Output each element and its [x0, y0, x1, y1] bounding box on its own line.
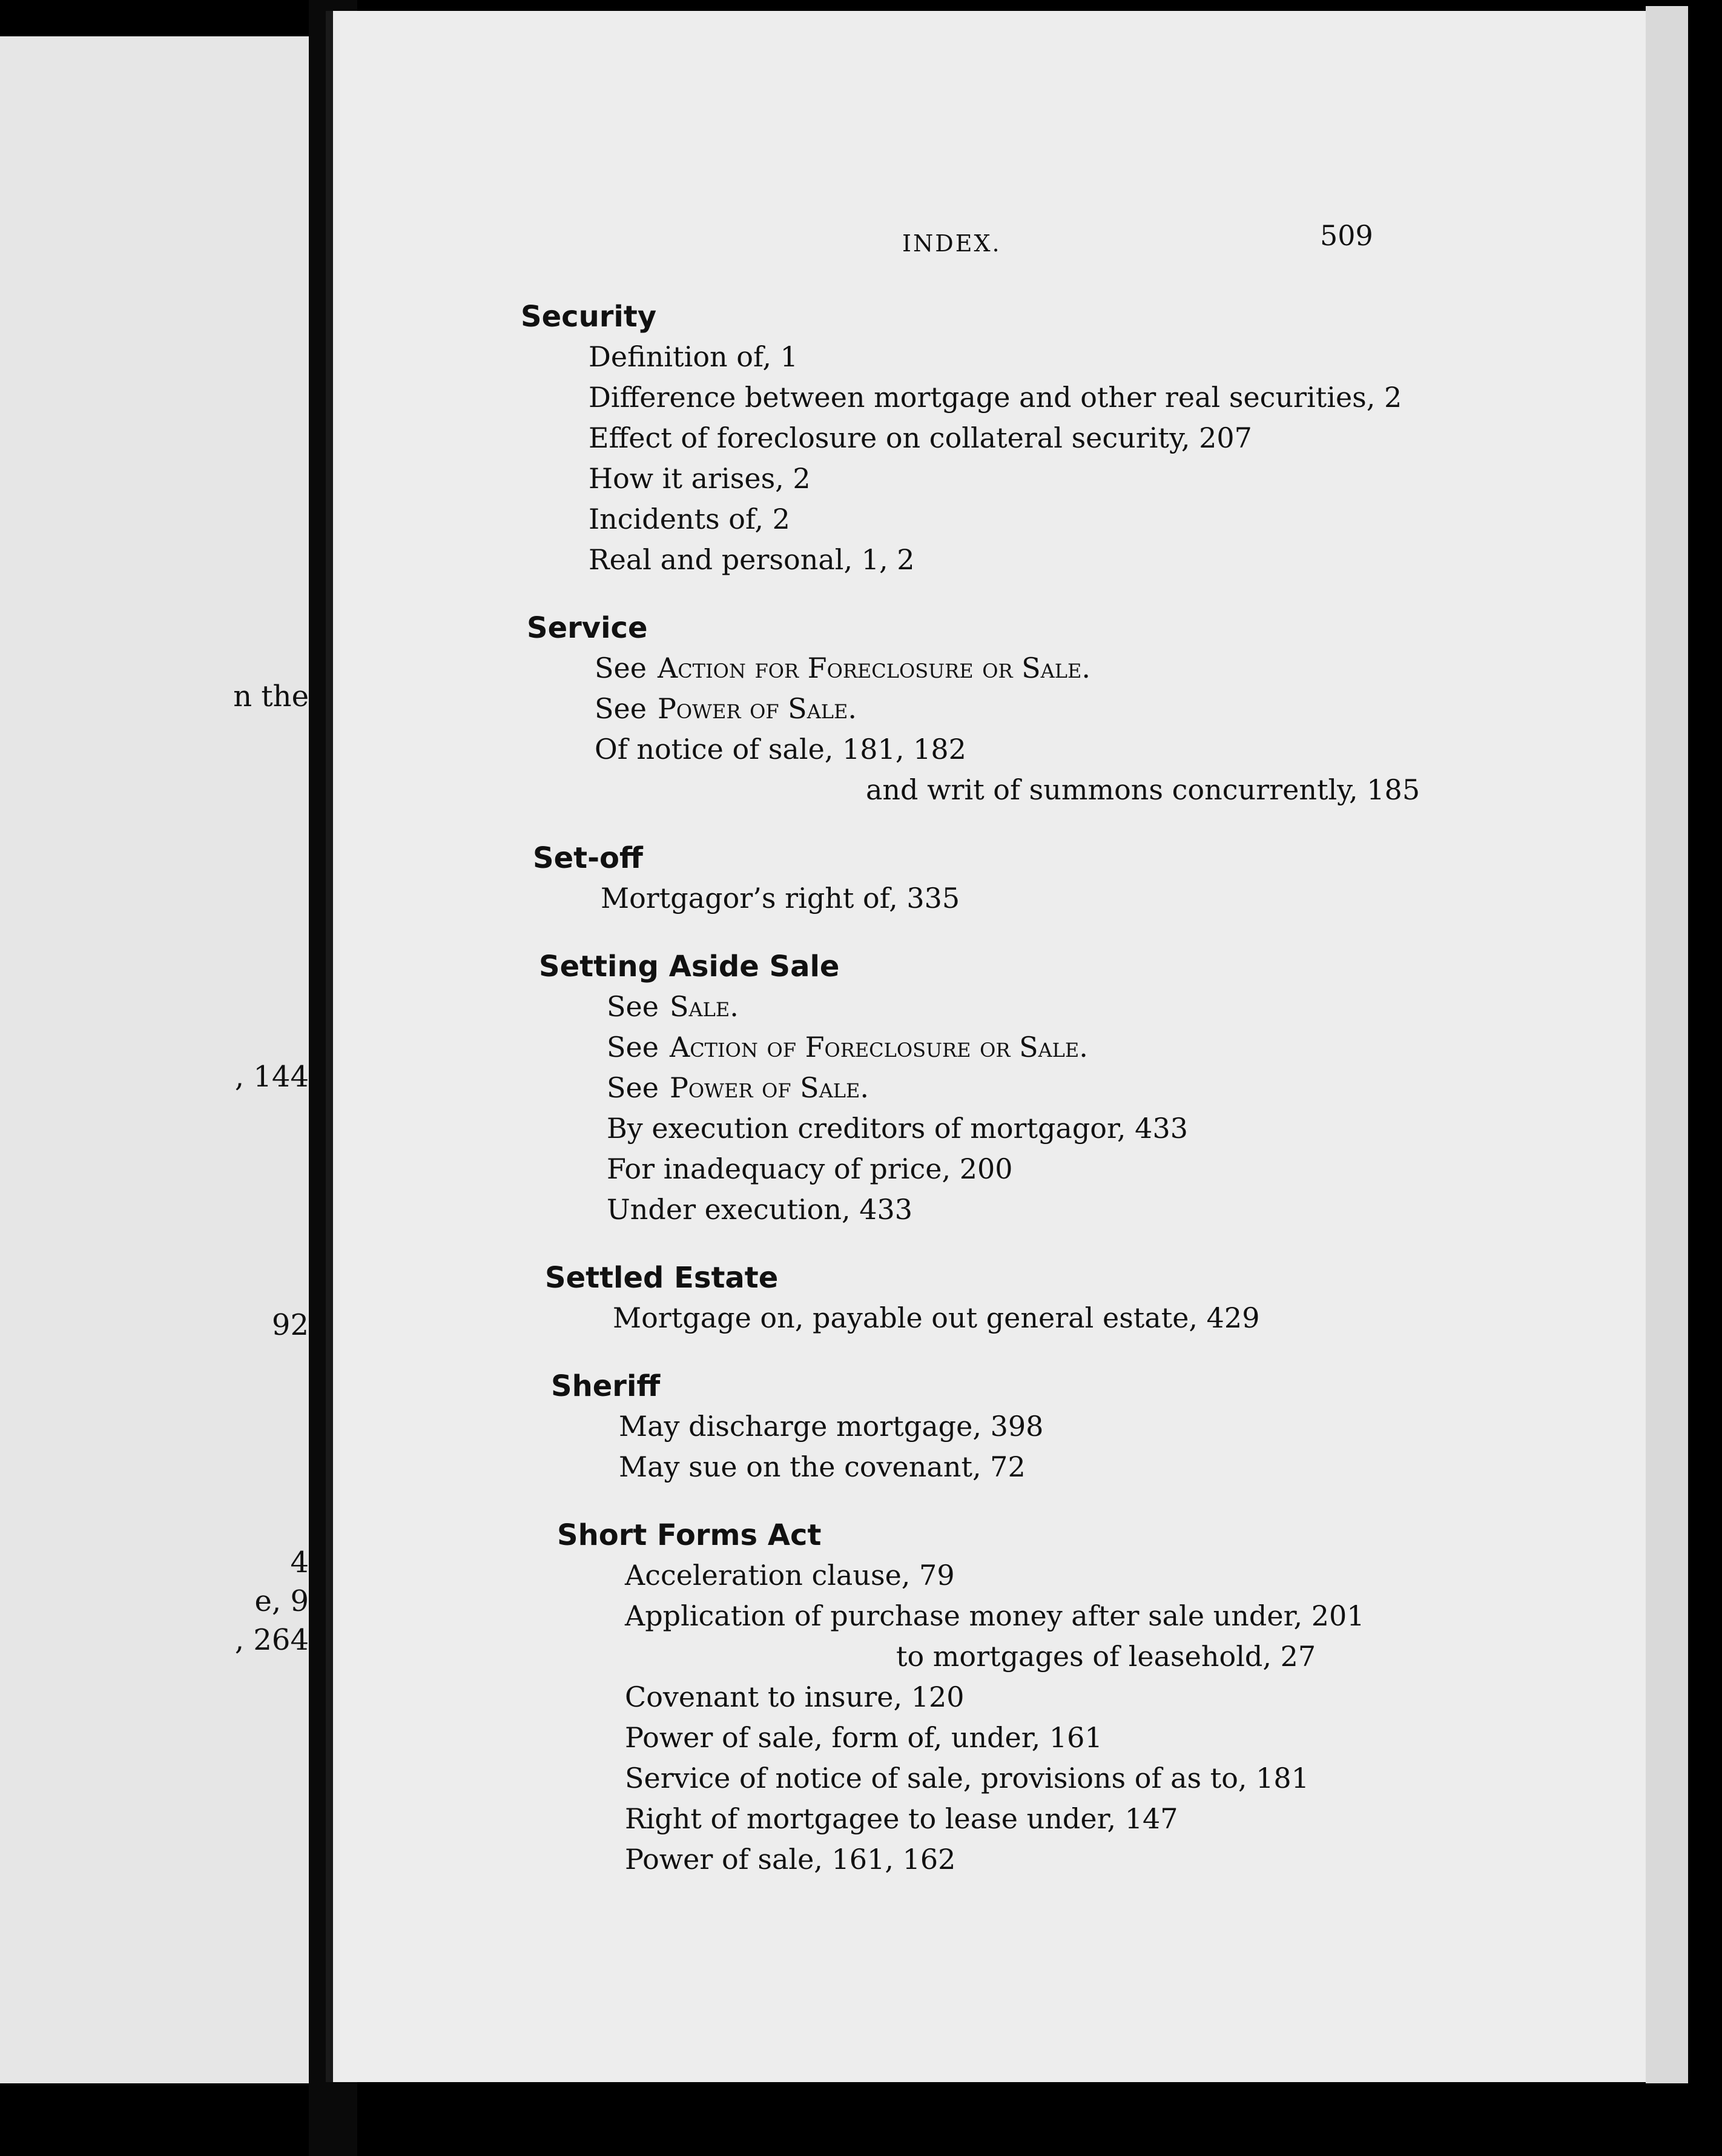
entry-subheading: Mortgage on, payable out general estate, 429 — [613, 1301, 1260, 1334]
running-head: INDEX. — [902, 230, 1001, 257]
cross-reference: Power of Sale. — [657, 692, 857, 725]
entry-subheading: Mortgagor’s right of, 335 — [601, 882, 960, 914]
facing-page-fragment: 4 — [290, 1546, 309, 1579]
index-entry — [557, 1515, 1429, 1880]
index-entry — [551, 1366, 1429, 1487]
entry-subheading: Right of mortgagee to lease under, 147 — [625, 1802, 1178, 1835]
see-label: See — [595, 652, 647, 684]
entry-heading: Short Forms Act — [557, 1518, 822, 1552]
entry-subheading: Difference between mortgage and other real securities, 2 — [589, 381, 1402, 414]
page-edge — [1646, 6, 1688, 2083]
entry-subheading: Of notice of sale, 181, 182 — [595, 733, 966, 766]
entry-subheading: Covenant to insure, 120 — [625, 1681, 965, 1713]
entry-subheading: Under execution, 433 — [607, 1193, 913, 1226]
entry-subheading: Application of purchase money after sale under, 201 — [625, 1599, 1365, 1632]
entry-heading: Setting Aside Sale — [539, 950, 840, 984]
see-label: See — [607, 990, 659, 1023]
entry-subheading — [527, 648, 1429, 689]
entry-subheading: May discharge mortgage, 398 — [619, 1410, 1044, 1443]
facing-page-fragment: e, 9 — [254, 1584, 309, 1618]
entry-subheading — [539, 987, 1429, 1027]
index-entry — [539, 947, 1429, 1230]
cross-reference: Action of Foreclosure or Sale. — [669, 1031, 1088, 1063]
entry-subheading: How it arises, 2 — [589, 462, 811, 495]
entry-heading: Set-off — [533, 841, 643, 875]
entry-subheading: By execution creditors of mortgagor, 433 — [607, 1112, 1188, 1145]
entry-subheading: Power of sale, 161, 162 — [625, 1843, 956, 1876]
cross-reference: Action for Foreclosure or Sale. — [657, 652, 1091, 684]
entry-heading: Sheriff — [551, 1369, 661, 1403]
entry-heading: Settled Estate — [545, 1261, 779, 1295]
entry-subheading: Real and personal, 1, 2 — [589, 543, 915, 576]
entry-subheading: Power of sale, form of, under, 161 — [625, 1721, 1103, 1754]
facing-page-fragment: , 264 — [234, 1623, 309, 1657]
cross-reference: Power of Sale. — [669, 1071, 869, 1104]
index-entries — [521, 297, 1429, 1908]
entry-subheading: Service of notice of sale, provisions of as to, 181 — [625, 1762, 1309, 1794]
cross-reference: Sale. — [669, 990, 739, 1023]
facing-page-fragment: 92 — [271, 1308, 309, 1342]
index-entry — [527, 608, 1429, 810]
facing-page-fragment: n the — [233, 680, 309, 713]
page-number: 509 — [1320, 219, 1373, 252]
entry-subheading: May sue on the covenant, 72 — [619, 1450, 1026, 1483]
entry-subheading — [527, 689, 1429, 729]
entry-subheading: Effect of foreclosure on collateral security, 207 — [589, 422, 1252, 454]
entry-subheading: For inadequacy of price, 200 — [607, 1152, 1013, 1185]
index-entry — [545, 1258, 1429, 1338]
see-label: See — [607, 1071, 659, 1104]
facing-page — [0, 36, 312, 2083]
facing-page-fragment: , 144 — [234, 1060, 309, 1094]
entry-heading: Service — [527, 611, 648, 645]
entry-subheading: and writ of summons concurrently, 185 — [866, 773, 1420, 806]
entry-subheading: to mortgages of leasehold, 27 — [896, 1640, 1316, 1673]
see-label: See — [595, 692, 647, 725]
index-entry — [521, 297, 1429, 580]
entry-subheading — [539, 1027, 1429, 1068]
entry-subheading: Incidents of, 2 — [589, 503, 790, 535]
see-label: See — [607, 1031, 659, 1063]
index-entry — [533, 838, 1429, 919]
entry-subheading — [539, 1068, 1429, 1108]
entry-heading: Security — [521, 300, 657, 334]
entry-subheading: Definition of, 1 — [589, 340, 798, 373]
entry-subheading: Acceleration clause, 79 — [625, 1559, 955, 1592]
